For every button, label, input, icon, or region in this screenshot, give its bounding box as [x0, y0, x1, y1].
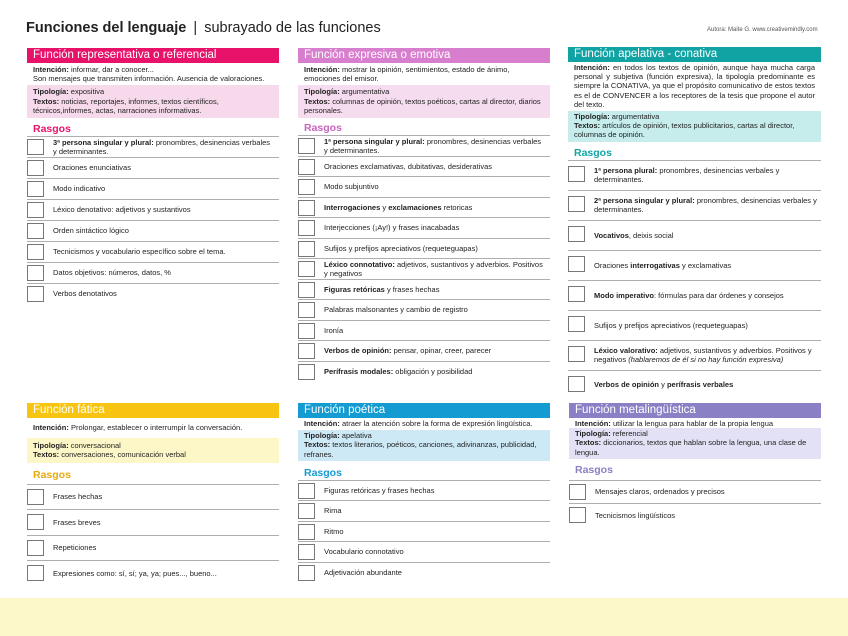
- feature-text: Verbos denotativos: [53, 289, 117, 299]
- feature-bold: Léxico valorativo:: [594, 345, 658, 355]
- feature-checkbox[interactable]: [27, 286, 44, 302]
- expresiva-features: [298, 135, 550, 381]
- list-item: [298, 176, 550, 197]
- title-separator: |: [193, 20, 198, 36]
- metalinguistica-features: [569, 480, 821, 527]
- intencion-text: informar, dar a conocer...: [70, 65, 154, 74]
- apelativa-features: [568, 160, 821, 398]
- feature-bold: Figuras retóricas: [324, 284, 385, 294]
- feature-text: Interjecciones (¡Ay!) y frases inacabadas: [324, 223, 460, 233]
- expresiva-tipologia: [298, 85, 550, 118]
- feature-bold: interrogativas: [630, 260, 680, 270]
- rasgos-heading: Rasgos: [304, 122, 342, 135]
- card-apelativa-header: Función apelativa - conativa: [568, 47, 821, 62]
- list-item: [27, 178, 279, 199]
- list-item: [27, 509, 279, 535]
- tipologia-label: Tipología:: [304, 87, 340, 97]
- rasgos-heading: Rasgos: [33, 123, 71, 136]
- feature-mid: y: [382, 202, 387, 212]
- feature-checkbox[interactable]: [298, 483, 315, 499]
- feature-text: Frases breves: [53, 517, 101, 527]
- poetica-tipologia: [298, 430, 550, 461]
- feature-checkbox[interactable]: [568, 256, 585, 272]
- feature-bold: 3ª persona singular y plural:: [53, 137, 154, 147]
- feature-text: Modo subjuntivo: [324, 182, 379, 192]
- list-item: [298, 156, 550, 177]
- card-poetica: [298, 403, 550, 582]
- textos-text: conversaciones, comunicación verbal: [61, 450, 186, 460]
- feature-text: [594, 346, 817, 364]
- feature-checkbox[interactable]: [298, 364, 315, 380]
- referencial-features: [27, 136, 279, 304]
- feature-rest: retoricas: [443, 202, 473, 212]
- feature-checkbox[interactable]: [298, 179, 315, 195]
- feature-text: Palabras malsonantes y cambio de registro: [324, 305, 468, 315]
- feature-text: [594, 261, 731, 270]
- textos-text: diccionarios, textos que hablan sobre la lengua, una clase de lengua.: [575, 438, 807, 457]
- feature-bold: Modo imperativo: [594, 290, 655, 300]
- list-item: [27, 136, 279, 157]
- feature-checkbox[interactable]: [568, 346, 585, 362]
- feature-rest: y exclamativas: [681, 260, 732, 270]
- list-item: [298, 279, 550, 300]
- feature-text: Ironía: [324, 325, 344, 335]
- list-item: [298, 340, 550, 361]
- feature-checkbox[interactable]: [298, 544, 315, 560]
- feature-checkbox[interactable]: [568, 286, 585, 302]
- feature-text: Oraciones enunciativas: [53, 163, 131, 173]
- intencion-label: Intención:: [575, 419, 611, 428]
- feature-rest: pronombres, desinencias verbales y determinantes.: [594, 195, 817, 215]
- feature-pre: Oraciones: [594, 260, 629, 270]
- list-item: [568, 310, 821, 340]
- list-item: [568, 370, 821, 398]
- textos-text: artículos de opinión, textos publicitarios, cartas al director, columnas de opinión.: [574, 121, 795, 140]
- feature-rest: adjetivos, sustantivos y adverbios. Positivos y negativos: [324, 259, 543, 278]
- feature-bold: Verbos de opinión:: [324, 346, 392, 356]
- feature-checkbox[interactable]: [298, 343, 315, 359]
- card-fatica: [27, 403, 279, 586]
- list-item: [298, 238, 550, 259]
- feature-checkbox[interactable]: [298, 565, 315, 581]
- feature-bold: Vocativos: [594, 230, 629, 240]
- rasgos-heading: Rasgos: [33, 468, 71, 481]
- feature-checkbox[interactable]: [298, 200, 315, 216]
- rasgos-heading: Rasgos: [575, 463, 613, 476]
- feature-bold: Léxico connotativo:: [324, 259, 395, 269]
- feature-text: [594, 380, 733, 389]
- feature-checkbox[interactable]: [27, 223, 44, 239]
- list-item: [27, 535, 279, 561]
- list-item: [298, 258, 550, 279]
- poetica-features: [298, 480, 550, 583]
- feature-rest: y frases hechas: [386, 284, 440, 294]
- feature-bold: Verbos de opinión: [594, 379, 660, 389]
- intencion-text: en todos los textos de opinión, aunque haya mucha carga personal y subjetiva (función expresiva), la tipología predominante es siempre la CONATIVA, ya que el propósito comunicativo de estos textos es el de CONVENCER a los receptores de la tesis que propone el autor del texto.: [574, 63, 815, 109]
- list-item: [568, 340, 821, 370]
- feature-text: Repeticiones: [53, 543, 97, 553]
- feature-checkbox[interactable]: [568, 226, 585, 242]
- card-referencial-header: Función representativa o referencial: [27, 48, 279, 63]
- feature-text: Sufijos y prefijos apreciativos (requeteguapas): [324, 243, 478, 253]
- apelativa-tipologia: [568, 111, 821, 142]
- textos-label: Textos:: [574, 121, 601, 131]
- intencion-label: Intención:: [33, 423, 69, 432]
- tipologia-text: conversacional: [70, 441, 121, 451]
- feature-text: [324, 137, 546, 155]
- tipologia-text: argumentativa: [341, 87, 390, 97]
- intencion-text: mostrar la opinión, sentimientos, estado de ánimo, emociones del emisor.: [304, 65, 510, 84]
- feature-text: [324, 203, 472, 212]
- list-item: [298, 500, 550, 521]
- feature-mid: y: [661, 379, 665, 389]
- feature-checkbox[interactable]: [568, 166, 585, 182]
- feature-bold: Interrogaciones: [324, 202, 381, 212]
- list-item: [27, 283, 279, 304]
- list-item: [568, 190, 821, 220]
- list-item: [568, 280, 821, 310]
- feature-checkbox[interactable]: [298, 302, 315, 318]
- feature-checkbox[interactable]: [298, 323, 315, 339]
- feature-text: Ritmo: [324, 526, 344, 536]
- feature-italic: (hablaremos de él si no hay función expresiva): [628, 355, 784, 365]
- list-item: [568, 160, 821, 190]
- list-item: [569, 503, 821, 527]
- tipologia-text: referencial: [612, 429, 648, 439]
- feature-checkbox[interactable]: [298, 503, 315, 519]
- metalinguistica-intencion: [569, 418, 821, 428]
- tipologia-label: Tipología:: [33, 87, 69, 97]
- feature-checkbox[interactable]: [27, 139, 44, 155]
- intencion-text: Prolongar, establecer o interrumpir la conversación.: [70, 423, 243, 432]
- feature-rest: pronombres, desinencias verbales y determinantes.: [324, 136, 542, 155]
- feature-text: [594, 231, 673, 240]
- feature-text: Tecnicismos lingüísticos: [595, 510, 676, 520]
- feature-text: [324, 285, 439, 294]
- feature-rest: adjetivos, sustantivos y adverbios. Positivos y negativos: [594, 345, 812, 365]
- feature-text: Orden sintáctico lógico: [53, 226, 129, 236]
- feature-checkbox[interactable]: [27, 202, 44, 218]
- textos-label: Textos:: [575, 438, 602, 448]
- feature-rest: pronombres, desinencias verbales y determinantes.: [594, 165, 780, 185]
- textos-label: Textos:: [33, 450, 60, 460]
- tipologia-label: Tipología:: [575, 429, 611, 439]
- feature-text: Datos objetivos: números, datos, %: [53, 268, 171, 278]
- feature-checkbox[interactable]: [298, 282, 315, 298]
- rasgos-heading: Rasgos: [574, 146, 612, 159]
- feature-checkbox[interactable]: [298, 159, 315, 175]
- feature-rest: pronombres, desinencias verbales y determinantes.: [53, 137, 271, 157]
- list-item: [27, 199, 279, 220]
- list-item: [298, 361, 550, 382]
- fatica-features: [27, 484, 279, 586]
- card-referencial: [27, 48, 279, 304]
- fatica-intencion: [27, 418, 279, 438]
- card-apelativa: [568, 47, 821, 398]
- intencion-label: Intención:: [304, 65, 340, 74]
- list-item: [298, 197, 550, 218]
- fatica-tipologia: [27, 438, 279, 462]
- card-metalinguistica-header: Función metalingüística: [569, 403, 821, 418]
- list-item: [298, 521, 550, 542]
- list-item: [568, 250, 821, 280]
- list-item: [298, 299, 550, 320]
- feature-checkbox[interactable]: [27, 265, 44, 281]
- title-subtitle: subrayado de las funciones: [204, 20, 381, 36]
- feature-text: [594, 291, 784, 300]
- feature-text: [594, 196, 817, 214]
- list-item: [27, 241, 279, 262]
- textos-label: Textos:: [304, 96, 331, 106]
- card-metalinguistica: [569, 403, 821, 527]
- feature-checkbox[interactable]: [568, 196, 585, 212]
- list-item: [298, 135, 550, 156]
- textos-label: Textos:: [304, 440, 331, 450]
- apelativa-intencion: [568, 62, 821, 111]
- feature-checkbox[interactable]: [27, 160, 44, 176]
- feature-text: [324, 367, 472, 376]
- card-fatica-header: Función fática: [27, 403, 279, 418]
- list-item: [27, 157, 279, 178]
- feature-rest: : fórmulas para dar órdenes y consejos: [654, 290, 784, 300]
- intencion-text: utilizar la lengua para hablar de la propia lengua: [612, 419, 774, 428]
- feature-text: Sufijos y prefijos apreciativos (requeteguapas): [594, 320, 748, 330]
- intencion-label: Intención:: [574, 63, 610, 72]
- poetica-intencion: [298, 418, 550, 430]
- feature-text: [53, 138, 275, 156]
- feature-text: Adjetivación abundante: [324, 567, 402, 577]
- feature-checkbox[interactable]: [568, 376, 585, 392]
- rasgos-heading: Rasgos: [304, 466, 342, 479]
- list-item: [298, 541, 550, 562]
- tipologia-text: apelativa: [341, 431, 372, 441]
- feature-text: Léxico denotativo: adjetivos y sustantivos: [53, 205, 191, 215]
- author-credit: Autora: Maite G. www.creativemindly.com: [707, 27, 818, 33]
- feature-text: [324, 346, 491, 355]
- feature-checkbox[interactable]: [298, 524, 315, 540]
- feature-checkbox[interactable]: [569, 507, 586, 523]
- feature-text: [594, 166, 817, 184]
- feature-text: Figuras retóricas y frases hechas: [324, 485, 435, 495]
- feature-checkbox[interactable]: [27, 244, 44, 260]
- list-item: [569, 480, 821, 504]
- feature-checkbox[interactable]: [27, 540, 44, 556]
- list-item: [298, 562, 550, 583]
- feature-checkbox[interactable]: [568, 316, 585, 332]
- tipologia-label: Tipología:: [574, 112, 610, 122]
- feature-text: Expresiones como: sí, sí; ya, ya; pues..., bueno...: [53, 568, 217, 578]
- feature-checkbox[interactable]: [298, 220, 315, 236]
- intencion-extra: Son mensajes que transmiten información. Ausencia de valoraciones.: [33, 74, 265, 84]
- referencial-tipologia: [27, 85, 279, 118]
- list-item: [298, 217, 550, 238]
- feature-bold: 1ª persona singular y plural:: [324, 136, 425, 146]
- intencion-label: Intención:: [304, 419, 340, 428]
- page-title: [26, 20, 381, 36]
- feature-checkbox[interactable]: [298, 138, 315, 154]
- feature-checkbox[interactable]: [569, 484, 586, 500]
- textos-text: noticias, reportajes, informes, textos científicos, técnicos,informes, actas, narraciones informativas.: [33, 96, 219, 115]
- tipologia-label: Tipología:: [33, 441, 69, 451]
- feature-text: [324, 260, 546, 278]
- feature-checkbox[interactable]: [27, 514, 44, 530]
- tipologia-label: Tipología:: [304, 431, 340, 441]
- expresiva-intencion: [298, 63, 550, 85]
- intencion-label: Intención:: [33, 65, 69, 74]
- feature-text: Rima: [324, 506, 342, 516]
- list-item: [27, 484, 279, 510]
- tipologia-text: argumentativa: [611, 112, 660, 122]
- bottom-band: [0, 598, 848, 636]
- feature-rest: pensar, opinar, creer, parecer: [393, 346, 492, 356]
- list-item: [298, 480, 550, 501]
- list-item: [27, 220, 279, 241]
- feature-checkbox[interactable]: [27, 181, 44, 197]
- feature-rest: obligación y posibilidad: [395, 366, 473, 376]
- list-item: [298, 320, 550, 341]
- metalinguistica-tipologia: [569, 428, 821, 459]
- feature-bold: perífrasis verbales: [666, 379, 734, 389]
- tipologia-text: expositiva: [70, 87, 105, 97]
- card-expresiva: [298, 48, 550, 381]
- title-bold: Funciones del lenguaje: [26, 20, 187, 36]
- feature-text: Oraciones exclamativas, dubitativas, desiderativas: [324, 161, 492, 171]
- feature-rest: , deixis social: [628, 230, 674, 240]
- textos-text: textos literarios, poéticos, canciones, adivinanzas, publicidad, refranes.: [304, 440, 537, 459]
- feature-bold: exclamaciones: [388, 202, 442, 212]
- feature-checkbox[interactable]: [27, 489, 44, 505]
- textos-label: Textos:: [33, 96, 60, 106]
- feature-bold: 2ª persona singular y plural:: [594, 195, 695, 205]
- feature-text: Mensajes claros, ordenados y precisos: [595, 487, 725, 497]
- feature-text: Frases hechas: [53, 492, 103, 502]
- feature-bold: 1ª persona plural:: [594, 165, 658, 175]
- feature-bold: Perífrasis modales:: [324, 366, 394, 376]
- list-item: [27, 560, 279, 586]
- feature-text: Vocabulario connotativo: [324, 547, 404, 557]
- feature-checkbox[interactable]: [27, 565, 44, 581]
- feature-text: Modo indicativo: [53, 184, 106, 194]
- feature-checkbox[interactable]: [298, 261, 315, 277]
- list-item: [27, 262, 279, 283]
- referencial-intencion: [27, 63, 279, 85]
- list-item: [568, 220, 821, 250]
- card-expresiva-header: Función expresiva o emotiva: [298, 48, 550, 63]
- feature-checkbox[interactable]: [298, 241, 315, 257]
- card-poetica-header: Función poética: [298, 403, 550, 418]
- textos-text: columnas de opinión, textos poéticos, cartas al director, diarios personales.: [304, 96, 541, 115]
- feature-text: Tecnicismos y vocabulario específico sobre el tema.: [53, 247, 226, 257]
- intencion-text: atraer la atención sobre la forma de expresión lingüística.: [341, 419, 533, 428]
